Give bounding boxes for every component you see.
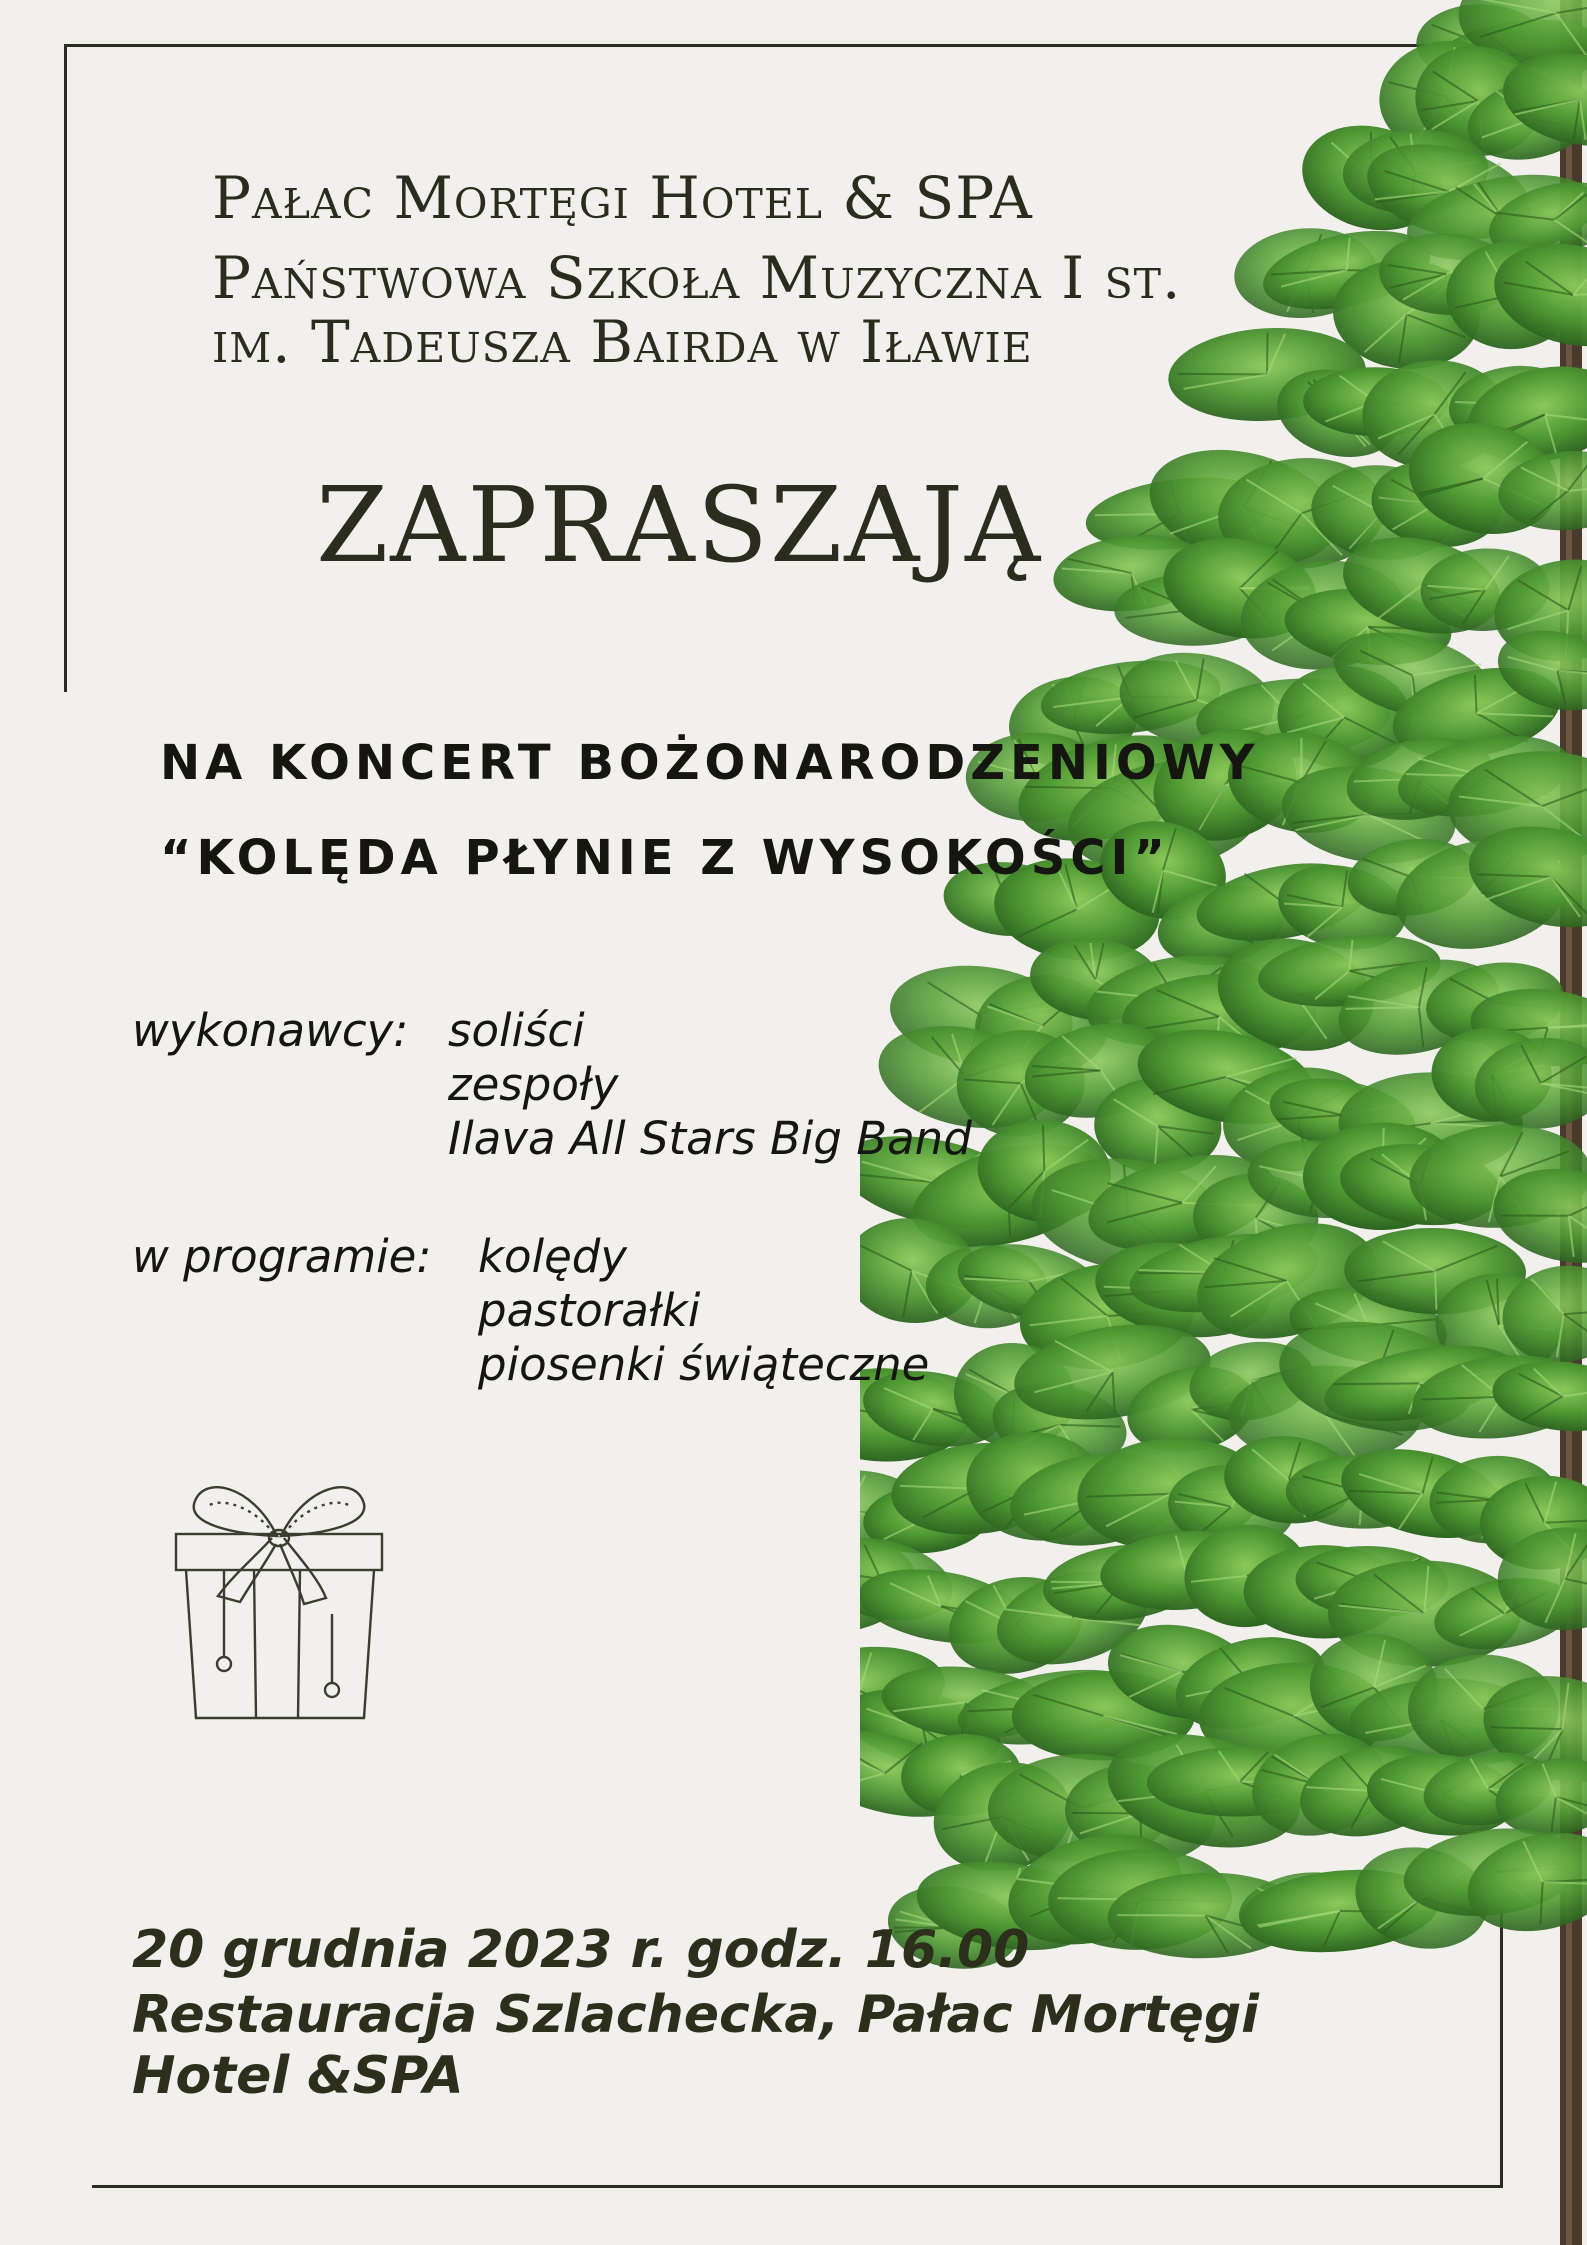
frame-line-left [64, 44, 67, 692]
gift-icon [172, 1464, 386, 1722]
tree-needle [1333, 1383, 1420, 1384]
program-label: w programie: [132, 1230, 432, 1283]
performers-label: wykonawcy: [132, 1004, 409, 1057]
tree-needle [1178, 374, 1267, 375]
program-item: piosenki świąteczne [478, 1338, 930, 1391]
event-date: 20 grudnia 2023 r. godz. 16.00 [132, 1920, 1030, 1980]
program-item: pastorałki [478, 1284, 701, 1337]
event-venue-continued: Hotel &SPA [132, 2046, 464, 2106]
concert-title-line-2: “KOLĘDA PŁYNIE Z WYSOKOŚCI” [160, 830, 1170, 886]
concert-title-line-1: NA KONCERT BOŻONARODZENIOWY [160, 735, 1260, 791]
performer-item: Ilava All Stars Big Band [448, 1112, 972, 1165]
performer-item: soliści [448, 1004, 585, 1057]
organizer-line-1: Pałac Mortęgi Hotel & SPA [212, 164, 1033, 232]
event-venue: Restauracja Szlachecka, Pałac Mortęgi [132, 1985, 1259, 2045]
organizer-line-3: im. Tadeusza Bairda w Iławie [212, 308, 1033, 376]
tree-needle [1435, 1271, 1436, 1310]
performer-item: zespoły [448, 1058, 619, 1111]
invite-heading: ZAPRASZAJĄ [316, 464, 1043, 586]
tree-needle [1043, 1125, 1044, 1171]
program-item: kolędy [478, 1230, 627, 1283]
organizer-line-2: Państwowa Szkoła Muzyczna I st. [212, 244, 1182, 312]
